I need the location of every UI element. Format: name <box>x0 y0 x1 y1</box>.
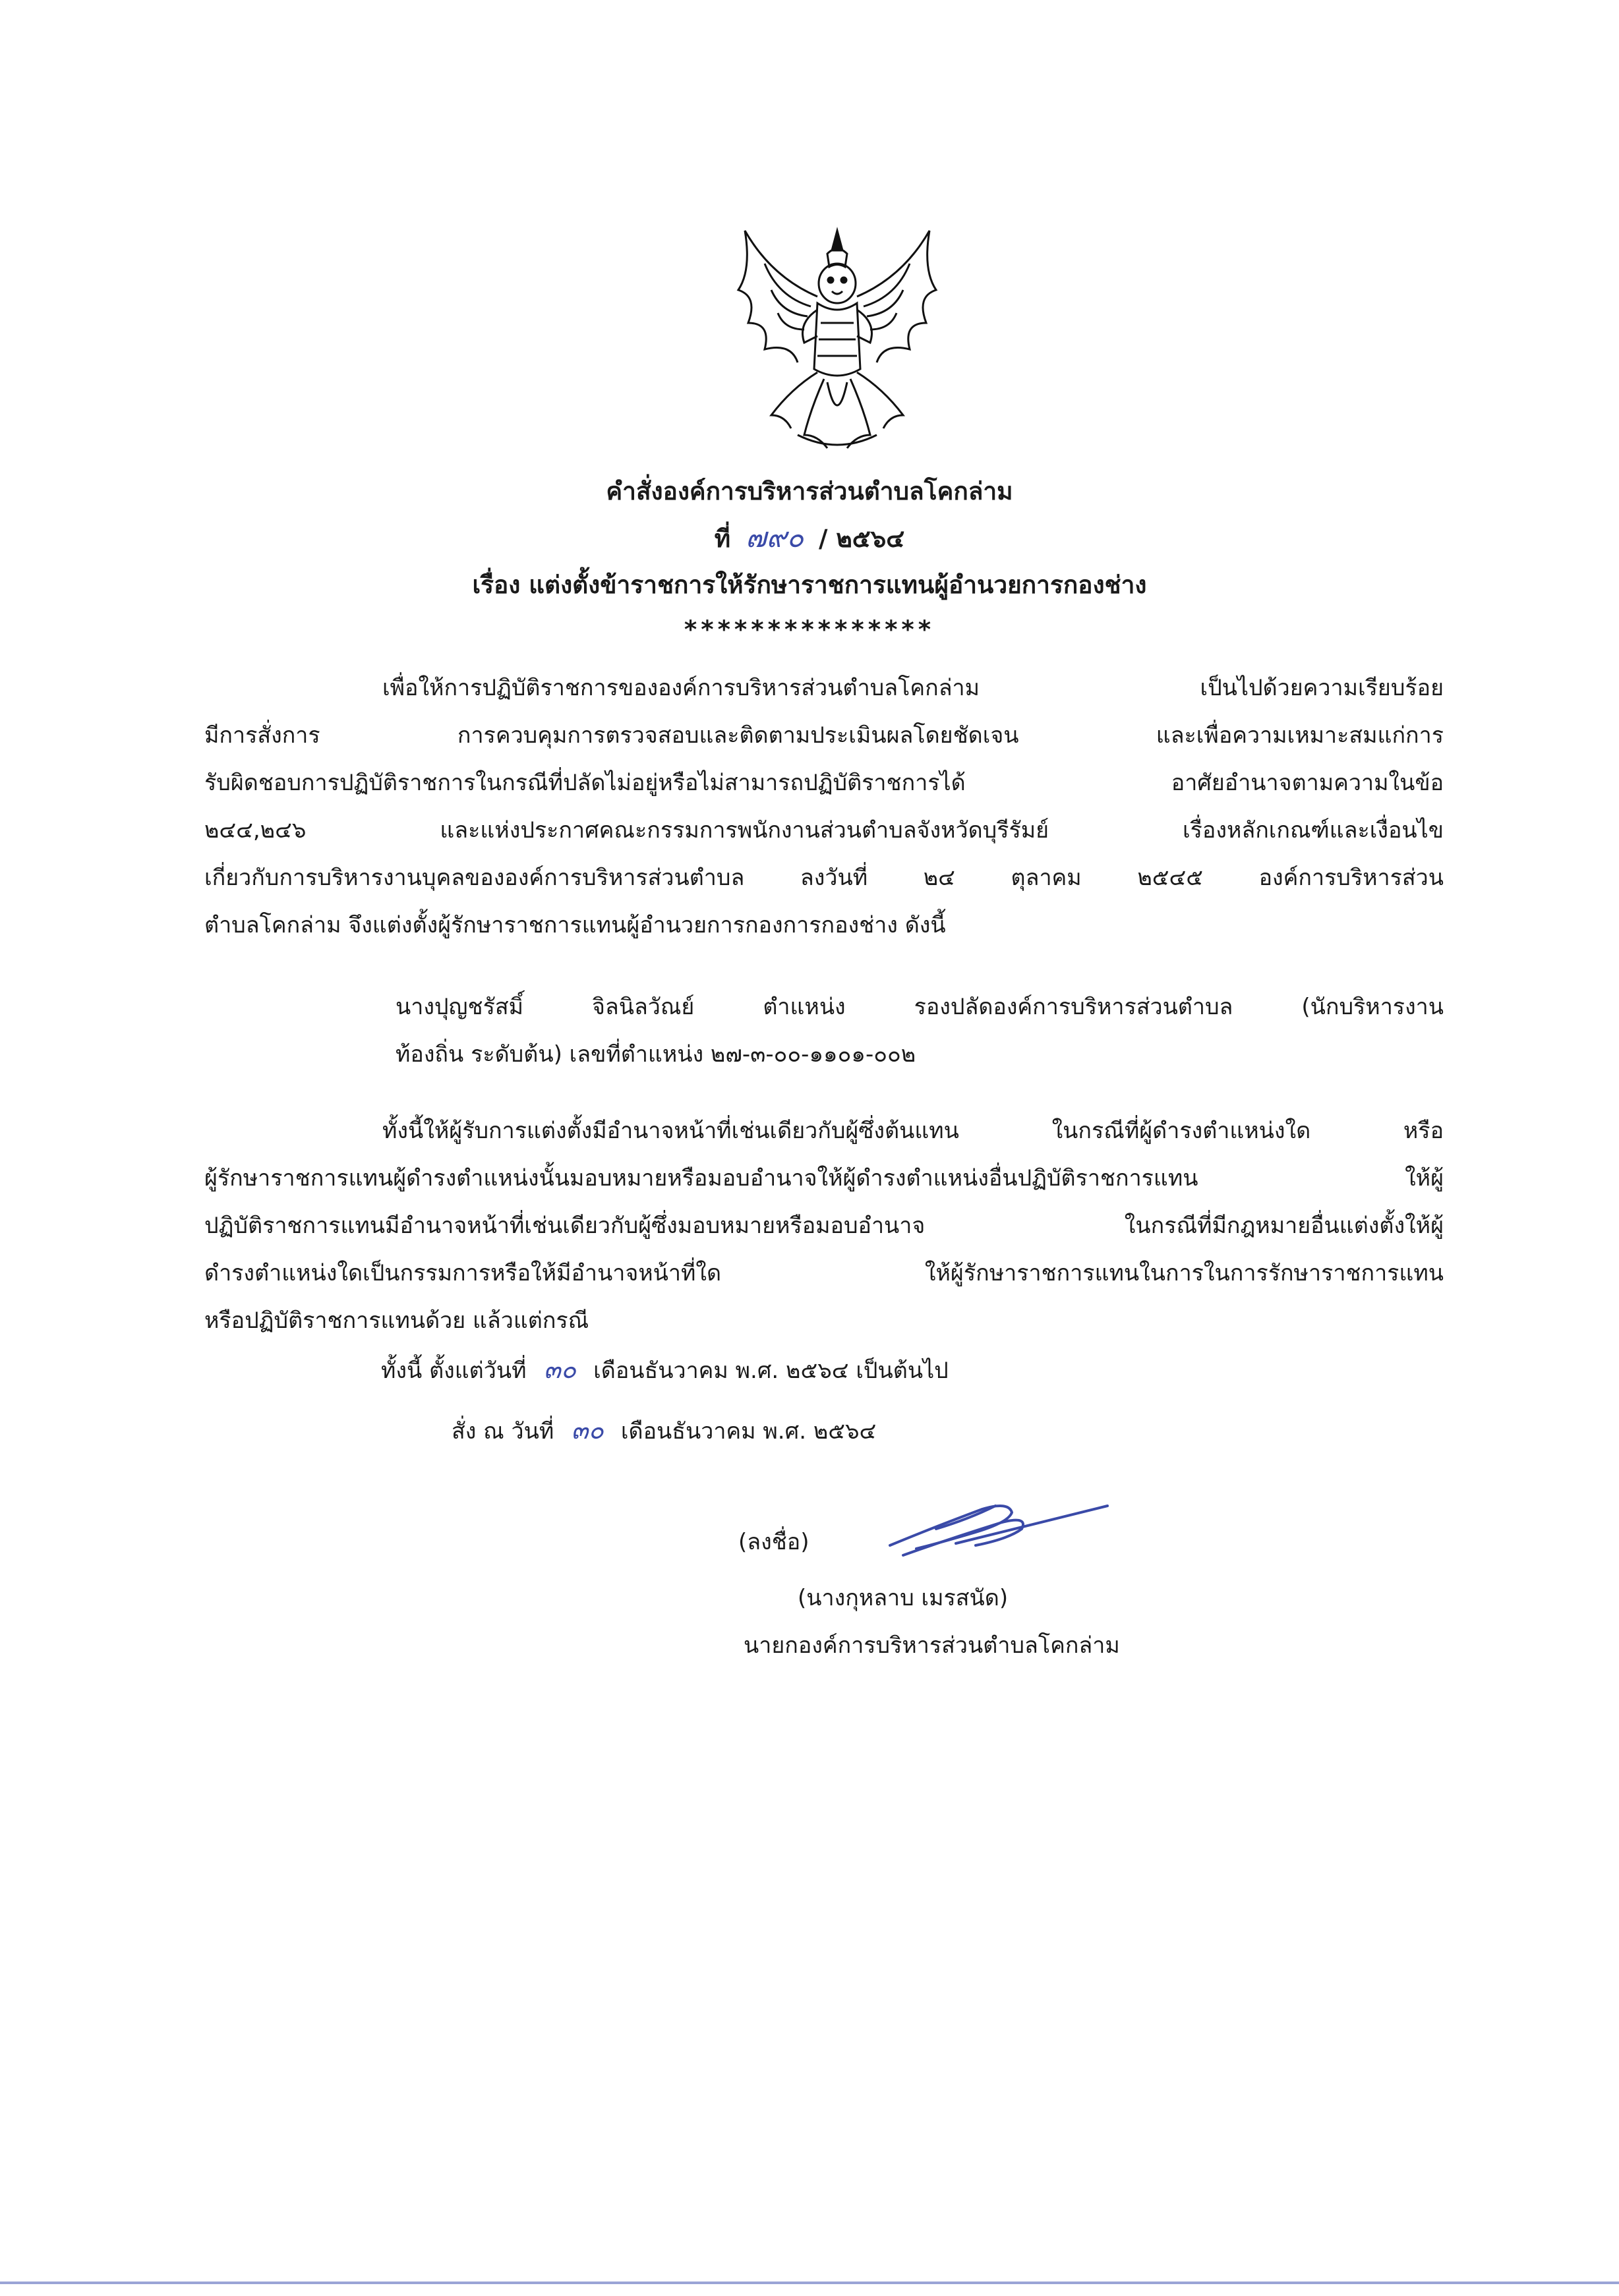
ordered-day-handwritten: ๓๐ <box>571 1416 604 1445</box>
order-prefix: ที่ <box>714 525 731 553</box>
order-number-line <box>0 521 1619 556</box>
paragraph-line: ปฏิบัติราชการแทนมีอำนาจหน้าที่เช่นเดียวกับผู้ซึ่งมอบหมายหรือมอบอำนาจ ในกรณีที่มีกฎหมายอื่นแต่งตั้งให้ผู้ <box>204 1213 1444 1239</box>
paragraph-line: หรือปฏิบัติราชการแทนด้วย แล้วแต่กรณี <box>204 1307 589 1334</box>
garuda-emblem-icon <box>719 217 956 461</box>
paragraph-line: ท้องถิ่น ระดับต้น) เลขที่ตำแหน่ง ๒๗-๓-๐๐-๑๑๐๑-๐๐๒ <box>396 1041 916 1068</box>
order-year: / ๒๕๖๔ <box>818 525 905 553</box>
paragraph-authority <box>204 1107 1444 1344</box>
paragraph-line: รับผิดชอบการปฏิบัติราชการในกรณีที่ปลัดไม่อยู่หรือไม่สามารถปฏิบัติราชการได้ อาศัยอำนาจตามความในข้อ <box>204 770 1444 796</box>
paragraph-line: ๒๔๔,๒๔๖ และแห่งประกาศคณะกรรมการพนักงานส่วนตำบลจังหวัดบุรีรัมย์ เรื่องหลักเกณฑ์และเงื่อนไข <box>204 817 1444 844</box>
paragraph-line: นางปุญชรัสมิ์ จิลนิลวัณย์ ตำแหน่ง รองปลัดองค์การบริหารส่วนตำบล (นักบริหารงาน <box>396 994 1444 1020</box>
handwritten-signature-icon <box>877 1483 1114 1568</box>
signer-title: นายกองค์การบริหารส่วนตำบลโคกล่าม <box>744 1632 1120 1659</box>
page-bottom-rule <box>0 2282 1619 2284</box>
effective-day-handwritten: ๓๐ <box>543 1355 576 1384</box>
order-number-handwritten: ๗๙๐ <box>746 521 804 554</box>
effective-suffix: เดือนธันวาคม พ.ศ. ๒๕๖๔ เป็นต้นไป <box>593 1358 949 1384</box>
paragraph-line: ตำบลโคกล่าม จึงแต่งตั้งผู้รักษาราชการแทนผู้อำนวยการกองการกองช่าง ดังนี้ <box>204 912 946 938</box>
order-subject: เรื่อง แต่งตั้งข้าราชการให้รักษาราชการแทนผู้อำนวยการกองช่าง <box>472 571 1147 599</box>
signature-label: (ลงชื่อ) <box>738 1529 810 1555</box>
ordered-prefix: สั่ง ณ วันที่ <box>452 1418 554 1445</box>
paragraph-line: มีการสั่งการ การควบคุมการตรวจสอบและติดตามประเมินผลโดยชัดเจน และเพื่อความเหมาะสมแก่การ <box>204 722 1444 749</box>
effective-prefix: ทั้งนี้ ตั้งแต่วันที่ <box>381 1358 527 1384</box>
paragraph-line: เกี่ยวกับการบริหารงานบุคลขององค์การบริหารส่วนตำบล ลงวันที่ ๒๔ ตุลาคม ๒๕๔๕ องค์การบริหารส่วน <box>204 865 1444 891</box>
ordered-date-line <box>452 1410 876 1451</box>
signer-name: (นางกุหลาบ เมรสนัด) <box>798 1585 1009 1611</box>
separator: *************** <box>684 616 935 644</box>
order-title: คำสั่งองค์การบริหารส่วนตำบลโคกล่าม <box>606 477 1013 505</box>
ordered-suffix: เดือนธันวาคม พ.ศ. ๒๕๖๔ <box>620 1418 877 1445</box>
paragraph-purpose <box>204 664 1444 949</box>
paragraph-line: ทั้งนี้ให้ผู้รับการแต่งตั้งมีอำนาจหน้าที่เช่นเดียวกับผู้ซึ่งต้นแทน ในกรณีที่ผู้ดำรงตำแหน่งใด หรือ <box>382 1118 1444 1144</box>
effective-date-line <box>381 1350 949 1391</box>
paragraph-line: เพื่อให้การปฏิบัติราชการขององค์การบริหารส่วนตำบลโคกล่าม เป็นไปด้วยความเรียบร้อย <box>382 675 1444 701</box>
paragraph-line: ผู้รักษาราชการแทนผู้ดำรงตำแหน่งนั้นมอบหมายหรือมอบอำนาจให้ผู้ดำรงตำแหน่งอื่นปฏิบัติราชการแทน ให้ผู้ <box>204 1165 1444 1191</box>
paragraph-line: ดำรงตำแหน่งใดเป็นกรรมการหรือให้มีอำนาจหน้าที่ใด ให้ผู้รักษาราชการแทนในการในการรักษาราชการแทน <box>204 1260 1444 1286</box>
paragraph-appointee <box>396 983 1444 1078</box>
